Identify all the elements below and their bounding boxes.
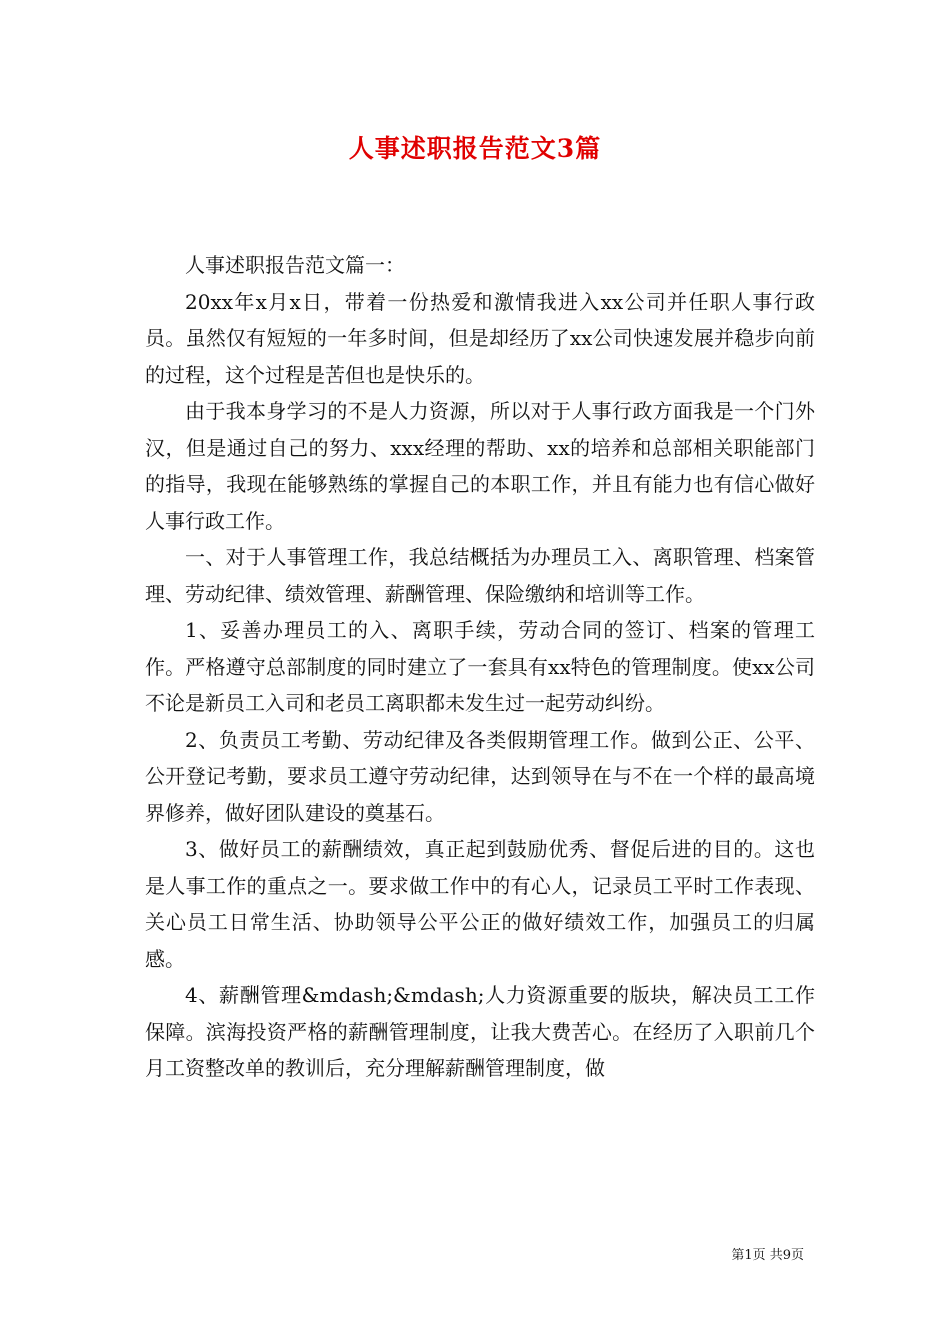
paragraph: 一、对于人事管理工作，我总结概括为办理员工入、离职管理、档案管理、劳动纪律、绩效管理、薪酬管理、保险缴纳和培训等工作。	[145, 545, 815, 606]
paragraph: 20xx年x月x日，带着一份热爱和激情我进入xx公司并任职人事行政员。虽然仅有短短的一年多时间，但是却经历了xx公司快速发展并稳步向前的过程，这个过程是苦但也是快乐的。	[145, 289, 815, 387]
document-title: 人事述职报告范文3篇	[348, 134, 602, 163]
page-number-footer: 第1页 共9页	[731, 1248, 804, 1263]
paragraph-heading: 人事述职报告范文篇一：	[185, 253, 405, 277]
paragraph: 4、薪酬管理&mdash;&mdash;人力资源重要的版块，解决员工工作保障。滨海投资严格的薪酬管理制度，让我大费苦心。在经历了入职前几个月工资整改单的教训后，充分理解薪酬管理制度，做	[145, 983, 815, 1080]
paragraph: 3、做好员工的薪酬绩效，真正起到鼓励优秀、督促后进的目的。这也是人事工作的重点之一。要求做工作中的有心人，记录员工平时工作表现、关心员工日常生活、协助领导公平公正的做好绩效工作，加强员工的归属感。	[145, 837, 815, 971]
paragraph: 1、妥善办理员工的入、离职手续，劳动合同的签订、档案的管理工作。严格遵守总部制度的同时建立了一套具有xx特色的管理制度。使xx公司不论是新员工入司和老员工离职都未发生过一起劳动纠纷。	[145, 618, 815, 715]
document-body	[145, 247, 815, 1087]
paragraph: 2、负责员工考勤、劳动纪律及各类假期管理工作。做到公正、公平、公开登记考勤，要求员工遵守劳动纪律，达到领导在与不在一个样的最高境界修养，做好团队建设的奠基石。	[145, 727, 815, 825]
paragraph: 由于我本身学习的不是人力资源，所以对于人事行政方面我是一个门外汉，但是通过自己的努力、xxx经理的帮助、xx的培养和总部相关职能部门的指导，我现在能够熟练的掌握自己的本职工作，并且有能力也有信心做好人事行政工作。	[145, 399, 815, 533]
